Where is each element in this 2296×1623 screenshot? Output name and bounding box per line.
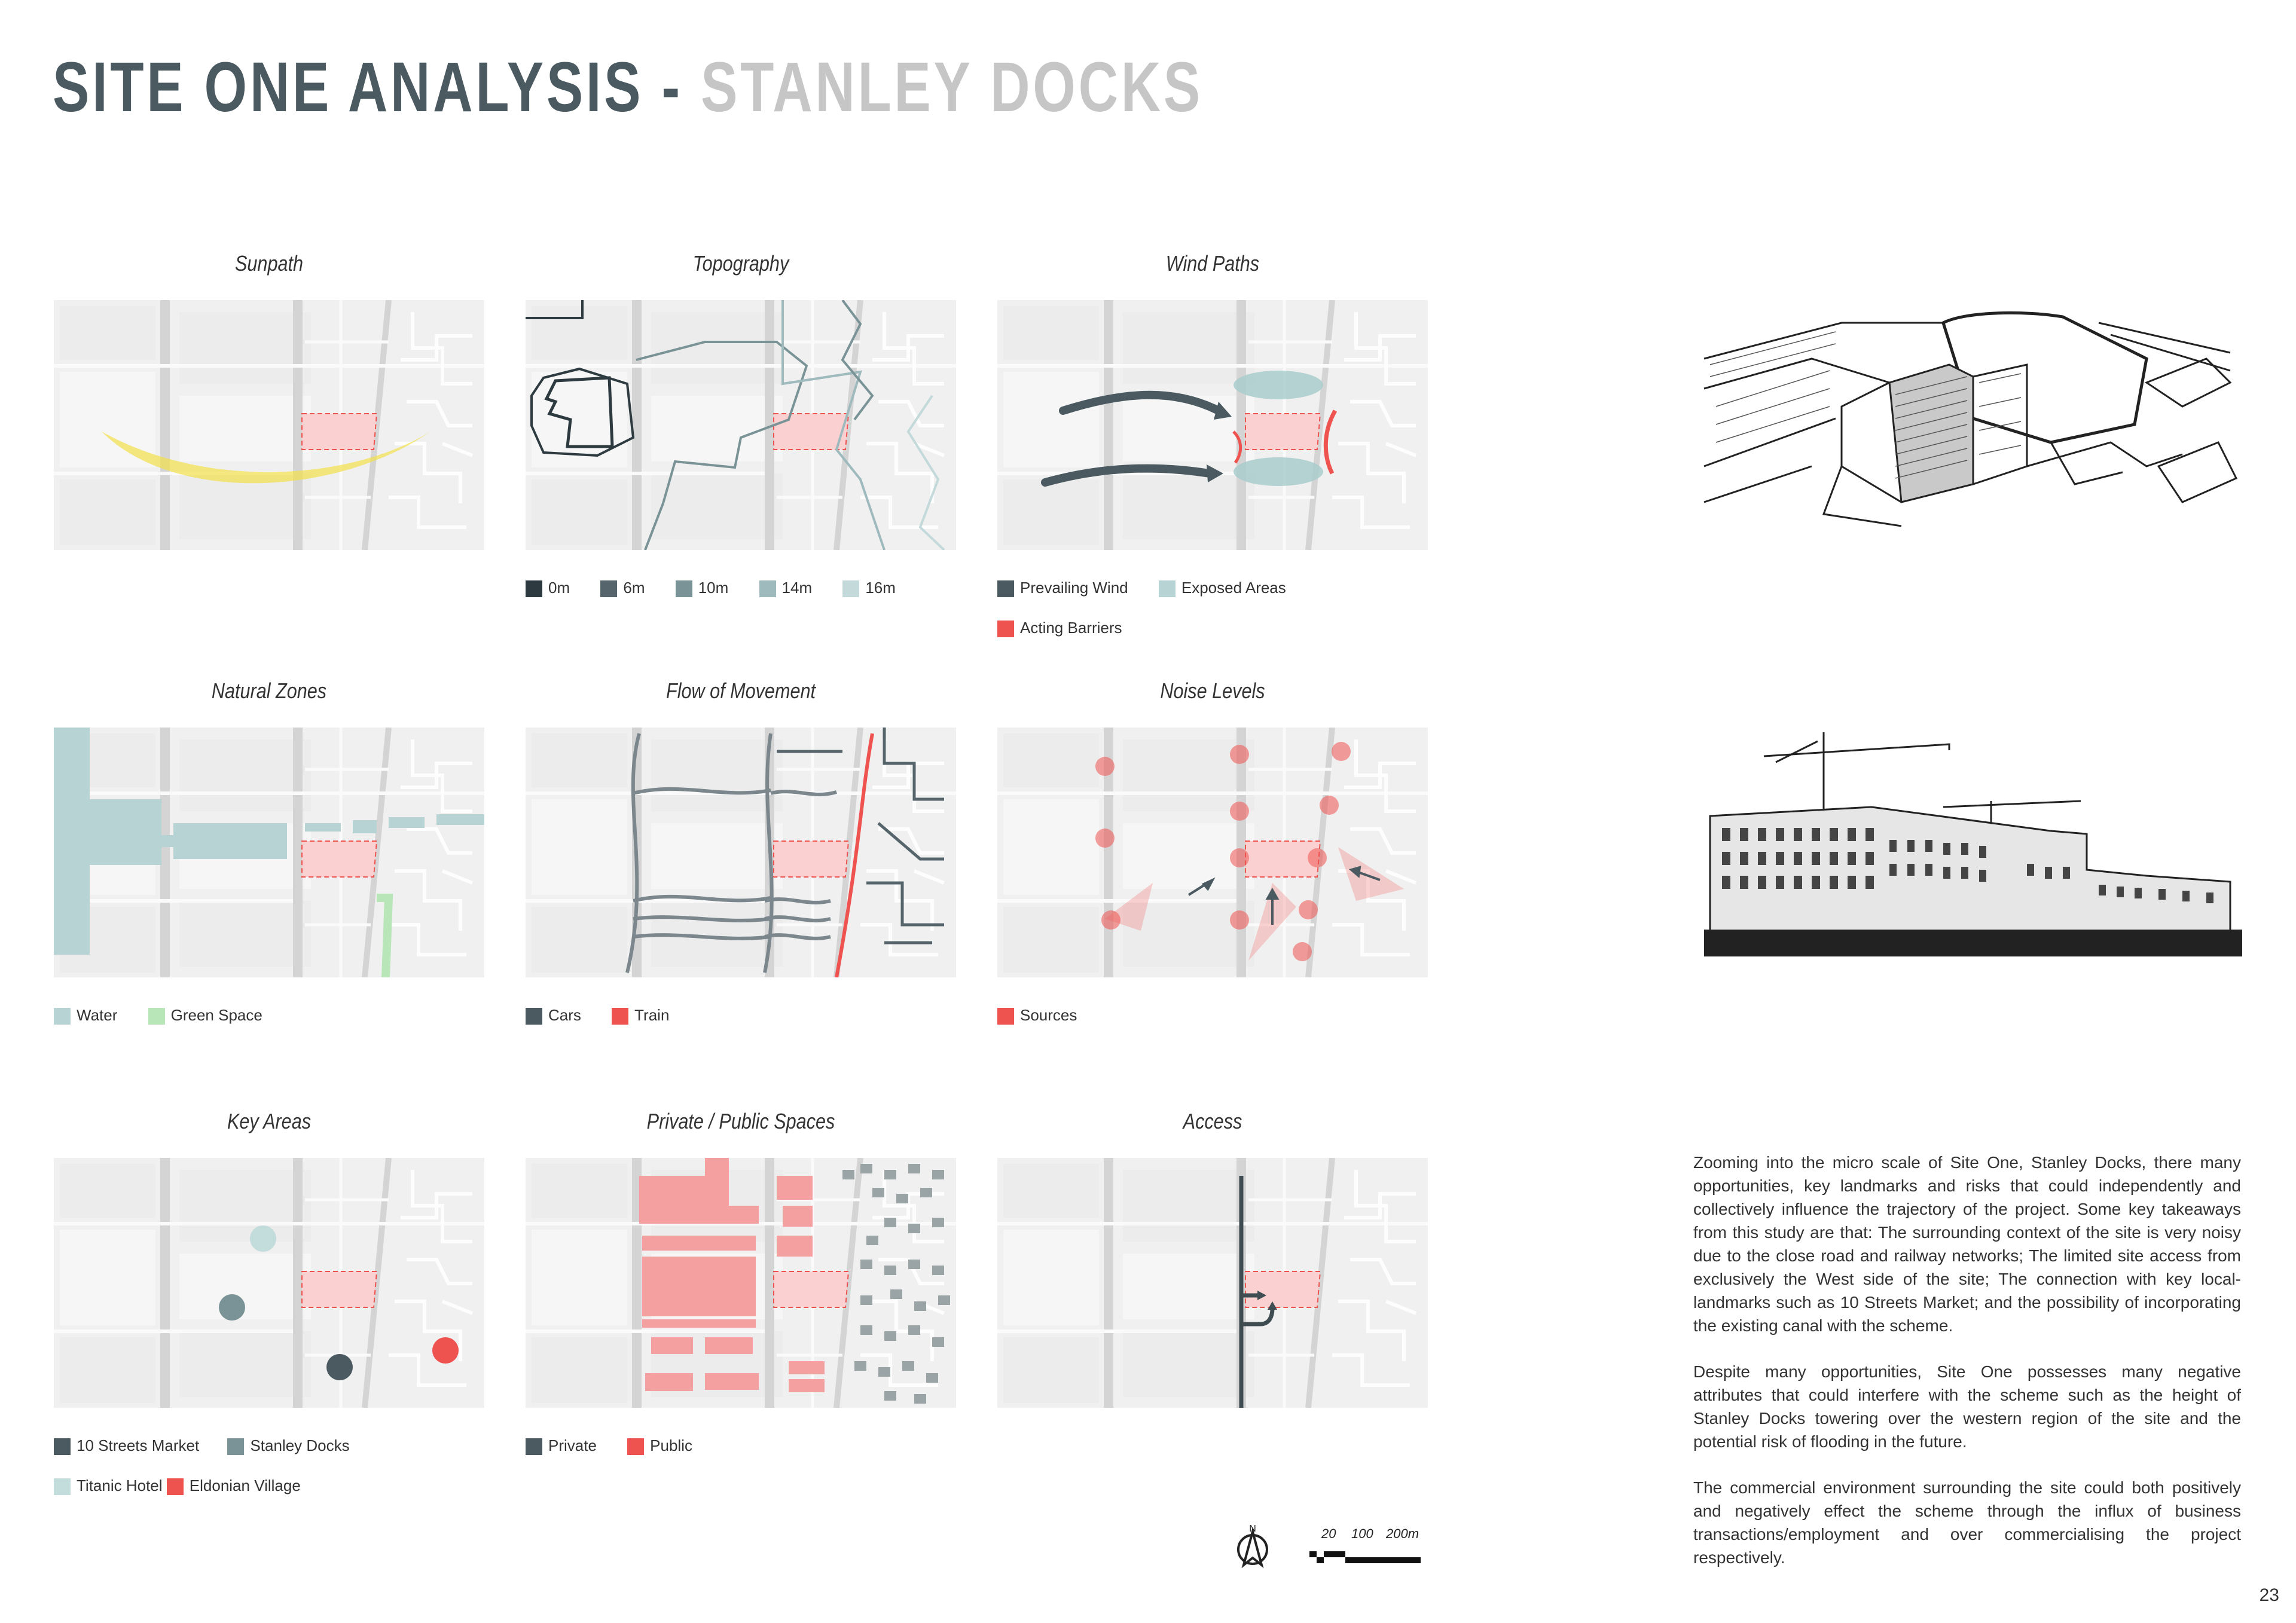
- legend-item: 16m: [842, 579, 896, 597]
- legend-item: Train: [612, 1006, 669, 1025]
- stanley-docks-marker: [219, 1294, 245, 1321]
- wind-map: [997, 300, 1428, 550]
- description-paragraph: Zooming into the micro scale of Site One, Stanley Docks, there many opportunities, key landmarks and risks that could independently and collectively influence the trajectory of the project. Some key takeaways from this study are that: The surrounding context of the site is very noisy due to the close road and railway networks; The limited site access from exclusively the West side of the site; The connection with key local-landmarks such as 10 Streets Market; and the possibility of incorporating the existing canal with the scheme.: [1693, 1153, 2241, 1335]
- key-areas-map: [54, 1158, 484, 1408]
- panel-title: Access: [1183, 1109, 1242, 1133]
- scale-bar: [1309, 1527, 1429, 1575]
- titanic-hotel-marker: [250, 1225, 276, 1252]
- legend-item: Water: [54, 1006, 117, 1025]
- noise-legend: [997, 1006, 1428, 1046]
- wind-legend: [997, 579, 1428, 659]
- key-areas-legend: [54, 1436, 484, 1517]
- exposed-area: [1234, 371, 1323, 399]
- legend-item: Green Space: [148, 1006, 262, 1025]
- private-public-legend: [526, 1436, 956, 1477]
- page-title: [53, 47, 1203, 128]
- panel-noise-levels: [997, 678, 1428, 1024]
- panel-title: Topography: [692, 251, 789, 276]
- panel-access: [997, 1109, 1428, 1420]
- panel-title: Noise Levels: [1160, 678, 1265, 703]
- elevation-sketch: [1692, 732, 2248, 968]
- panel-key-areas: [54, 1109, 484, 1495]
- legend-item: Exposed Areas: [1159, 579, 1286, 597]
- north-arrow-icon: [1232, 1523, 1274, 1571]
- panel-title: Flow of Movement: [665, 678, 816, 703]
- north-label: N: [1249, 1524, 1256, 1534]
- access-map: [997, 1158, 1428, 1408]
- page-number: 23: [2259, 1585, 2279, 1605]
- legend-item: Private: [526, 1436, 597, 1455]
- eldonian-village-marker: [432, 1337, 459, 1364]
- legend-item: Cars: [526, 1006, 581, 1025]
- panel-title: Wind Paths: [1165, 251, 1260, 276]
- aerial-sketch: [1692, 287, 2248, 538]
- scale-label: 20: [1321, 1527, 1336, 1541]
- legend-item: Eldonian Village: [167, 1477, 301, 1495]
- title-separator: -: [661, 48, 683, 127]
- natural-legend: [54, 1006, 484, 1046]
- panel-title: Natural Zones: [211, 678, 327, 703]
- legend-item: 6m: [600, 579, 645, 597]
- panel-title: Private / Public Spaces: [646, 1109, 835, 1133]
- title-main: SITE ONE ANALYSIS: [53, 48, 644, 127]
- legend-item: 0m: [526, 579, 570, 597]
- legend-item: Public: [627, 1436, 692, 1455]
- legend-item: Acting Barriers: [997, 619, 1122, 637]
- sunpath-map: [54, 300, 484, 550]
- panel-sunpath: [54, 251, 484, 562]
- legend-item: Stanley Docks: [227, 1436, 349, 1455]
- description-paragraph: Despite many opportunities, Site One possesses many negative attributes that could interfere with the scheme such as the height of Stanley Docks towering over the western region of the site and the potential risk of flooding in the future.: [1693, 1362, 2241, 1451]
- legend-item: 14m: [759, 579, 813, 597]
- legend-item: Prevailing Wind: [997, 579, 1128, 597]
- topography-legend: [526, 579, 956, 619]
- panel-wind-paths: [997, 251, 1428, 637]
- panel-flow-of-movement: [526, 678, 956, 1024]
- title-sub: STANLEY DOCKS: [701, 48, 1203, 127]
- legend-item: 10m: [676, 579, 729, 597]
- legend-item: Sources: [997, 1006, 1077, 1025]
- natural-map: [54, 728, 484, 977]
- exposed-area: [1234, 457, 1323, 486]
- private-public-map: [526, 1158, 956, 1408]
- description-paragraph: The commercial environment surrounding the site could both positively and negatively effect the scheme through the influx of business transactions/employment and over commercialising the project respectively.: [1693, 1478, 2241, 1567]
- scale-label: 100: [1351, 1527, 1373, 1541]
- panel-natural-zones: [54, 678, 484, 1024]
- panel-title: Key Areas: [227, 1109, 312, 1133]
- description: [1693, 1151, 2241, 1592]
- legend-item: Titanic Hotel: [54, 1477, 163, 1495]
- movement-map: [526, 728, 956, 977]
- topography-map: [526, 300, 956, 550]
- ten-streets-market-marker: [326, 1354, 353, 1380]
- noise-map: [997, 728, 1428, 977]
- legend-item: 10 Streets Market: [54, 1436, 199, 1455]
- scale-label: 200m: [1386, 1527, 1419, 1541]
- panel-topography: [526, 251, 956, 597]
- panel-title: Sunpath: [234, 251, 304, 276]
- movement-legend: [526, 1006, 956, 1046]
- panel-private-public: [526, 1109, 956, 1454]
